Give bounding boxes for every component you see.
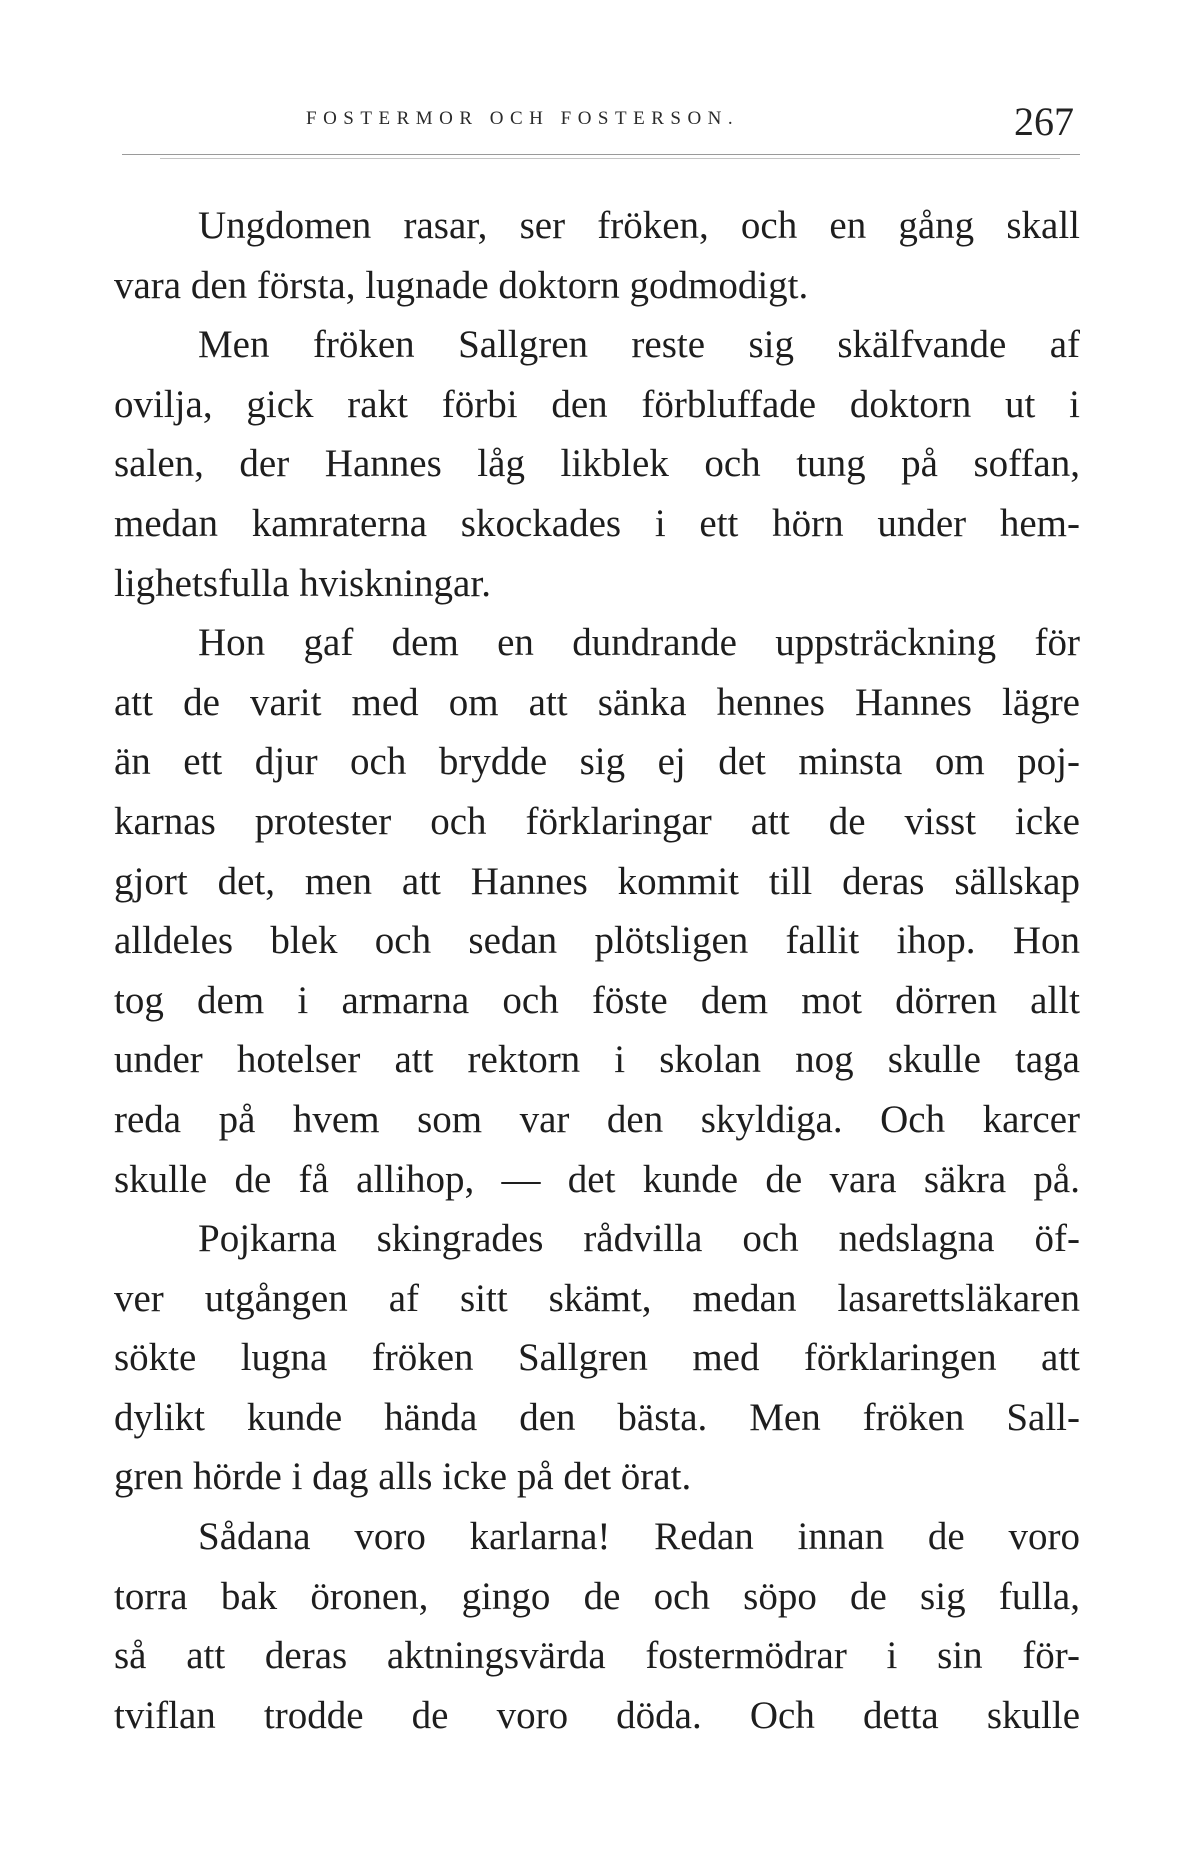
text-line: ver utgången af sitt skämt, medan lasarettsläkaren [114, 1276, 1080, 1320]
text-line: vara den första, lugnade doktorn godmodigt. [114, 263, 809, 307]
text-line: Sådana voro karlarna! Redan innan de voro [198, 1515, 1080, 1559]
text-line: tviflan trodde de voro döda. Och detta skulle [114, 1693, 1080, 1737]
body-text [114, 196, 1080, 1745]
paragraph [114, 613, 1080, 1209]
header-rule [122, 154, 1080, 155]
text-line: tog dem i armarna och föste dem mot dörren allt [114, 978, 1080, 1022]
text-line: reda på hvem som var den skyldiga. Och karcer [114, 1097, 1080, 1141]
text-line: alldeles blek och sedan plötsligen fallit ihop. Hon [114, 919, 1080, 963]
text-line: sökte lugna fröken Sallgren med förklaringen att [114, 1336, 1080, 1380]
text-line: karnas protester och förklaringar att de visst icke [114, 799, 1080, 843]
text-line: än ett djur och brydde sig ej det minsta om poj- [114, 740, 1080, 784]
running-title: FOSTERMOR OCH FOSTERSON. [306, 108, 740, 129]
running-head [114, 98, 1080, 148]
text-line: ovilja, gick rakt förbi den förbluffade doktorn ut i [114, 382, 1080, 426]
page-number: 267 [1014, 99, 1074, 144]
paragraph [114, 1209, 1080, 1507]
text-line: Hon gaf dem en dundrande uppsträckning för [198, 621, 1080, 665]
paragraph [114, 315, 1080, 613]
text-line: medan kamraterna skockades i ett hörn under hem- [114, 501, 1080, 545]
text-line: Ungdomen rasar, ser fröken, och en gång skall [198, 204, 1080, 247]
text-line: att de varit med om att sänka hennes Hannes lägre [114, 680, 1080, 724]
paragraph [114, 196, 1080, 315]
text-line: torra bak öronen, gingo de och söpo de sig fulla, [114, 1574, 1080, 1618]
text-line: Pojkarna skingrades rådvilla och nedslagna öf- [198, 1217, 1080, 1261]
text-line: gjort det, men att Hannes kommit till deras sällskap [114, 859, 1080, 903]
text-line: så att deras aktningsvärda fostermödrar i sin för- [114, 1634, 1080, 1678]
header-rule-secondary [160, 158, 1060, 159]
text-line: dylikt kunde hända den bästa. Men fröken Sall- [114, 1395, 1080, 1439]
paragraph [114, 1507, 1080, 1745]
text-line: under hotelser att rektorn i skolan nog skulle taga [114, 1038, 1080, 1082]
text-line: skulle de få allihop, — det kunde de vara säkra på. [114, 1157, 1080, 1201]
text-line: lighetsfulla hviskningar. [114, 561, 491, 605]
text-line: salen, der Hannes låg likblek och tung på soffan, [114, 442, 1080, 486]
text-line: gren hörde i dag alls icke på det örat. [114, 1455, 692, 1499]
text-line: Men fröken Sallgren reste sig skälfvande af [198, 323, 1080, 367]
